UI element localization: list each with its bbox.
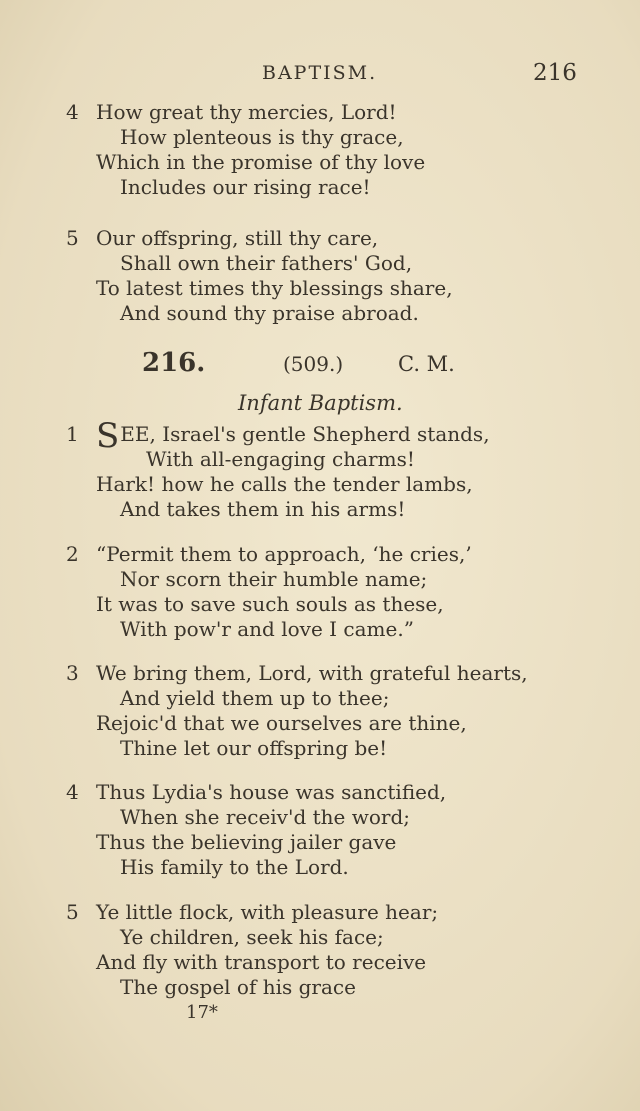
first-line-rest: EE, Israel's gentle Shepherd stands,	[120, 422, 490, 446]
verse-line: It was to save such souls as these,	[96, 592, 444, 616]
verse-line: To latest times thy blessings share,	[96, 276, 453, 300]
verse-line: When she receiv'd the word;	[120, 805, 411, 829]
verse-line: Thus the believing jailer gave	[96, 830, 397, 854]
verse-line: Ye children, seek his face;	[120, 925, 384, 949]
verse-line: “Permit them to approach, ‘he cries,’	[96, 542, 472, 566]
verse-line: Thine let our offspring be!	[120, 736, 388, 760]
verse-line: The gospel of his grace	[120, 975, 356, 999]
signature-mark: 17*	[186, 1002, 218, 1023]
verse-line: With all-engaging charms!	[146, 447, 415, 471]
hymn-reference: (509.)	[283, 352, 344, 376]
verse-line: With pow'r and love I came.”	[120, 617, 414, 641]
verse-number: 5	[66, 900, 79, 924]
verse-line: And yield them up to thee;	[120, 686, 390, 710]
page-header	[0, 60, 640, 90]
verse-line: Includes our rising race!	[120, 175, 371, 199]
hymn-heading	[0, 348, 640, 380]
verse-number: 4	[66, 780, 79, 804]
verse-line: Nor scorn their humble name;	[120, 567, 428, 591]
verse-line: Which in the promise of thy love	[96, 150, 426, 174]
verse-line: And sound thy praise abroad.	[120, 301, 419, 325]
hymn-number: 216.	[142, 348, 206, 378]
verse-line: Thus Lydia's house was sanctified,	[96, 780, 447, 804]
hymn-title: Infant Baptism.	[238, 391, 403, 415]
verse-line: How plenteous is thy grace,	[120, 125, 404, 149]
drop-cap: S	[96, 416, 121, 456]
verse-line: How great thy mercies, Lord!	[96, 100, 397, 124]
verse-number: 4	[66, 100, 79, 124]
verse-number: 2	[66, 542, 79, 566]
running-title: BAPTISM.	[262, 62, 378, 84]
verse-line: Hark! how he calls the tender lambs,	[96, 472, 473, 496]
verse-number: 3	[66, 661, 79, 685]
verse-number: 5	[66, 226, 79, 250]
hymn-meter: C. M.	[398, 352, 455, 376]
verse-line: We bring them, Lord, with grateful hearts,	[96, 661, 528, 685]
verse-line: Our offspring, still thy care,	[96, 226, 379, 250]
verse-line: His family to the Lord.	[120, 855, 349, 879]
verse-line: Rejoic'd that we ourselves are thine,	[96, 711, 467, 735]
verse-line: Ye little flock, with pleasure hear;	[96, 900, 439, 924]
verse-line-first	[96, 416, 490, 456]
page-number: 216	[533, 60, 577, 86]
verse-number: 1	[66, 422, 79, 446]
verse-line: And takes them in his arms!	[120, 497, 406, 521]
verse-line: Shall own their fathers' God,	[120, 251, 413, 275]
verse-line: And fly with transport to receive	[96, 950, 427, 974]
